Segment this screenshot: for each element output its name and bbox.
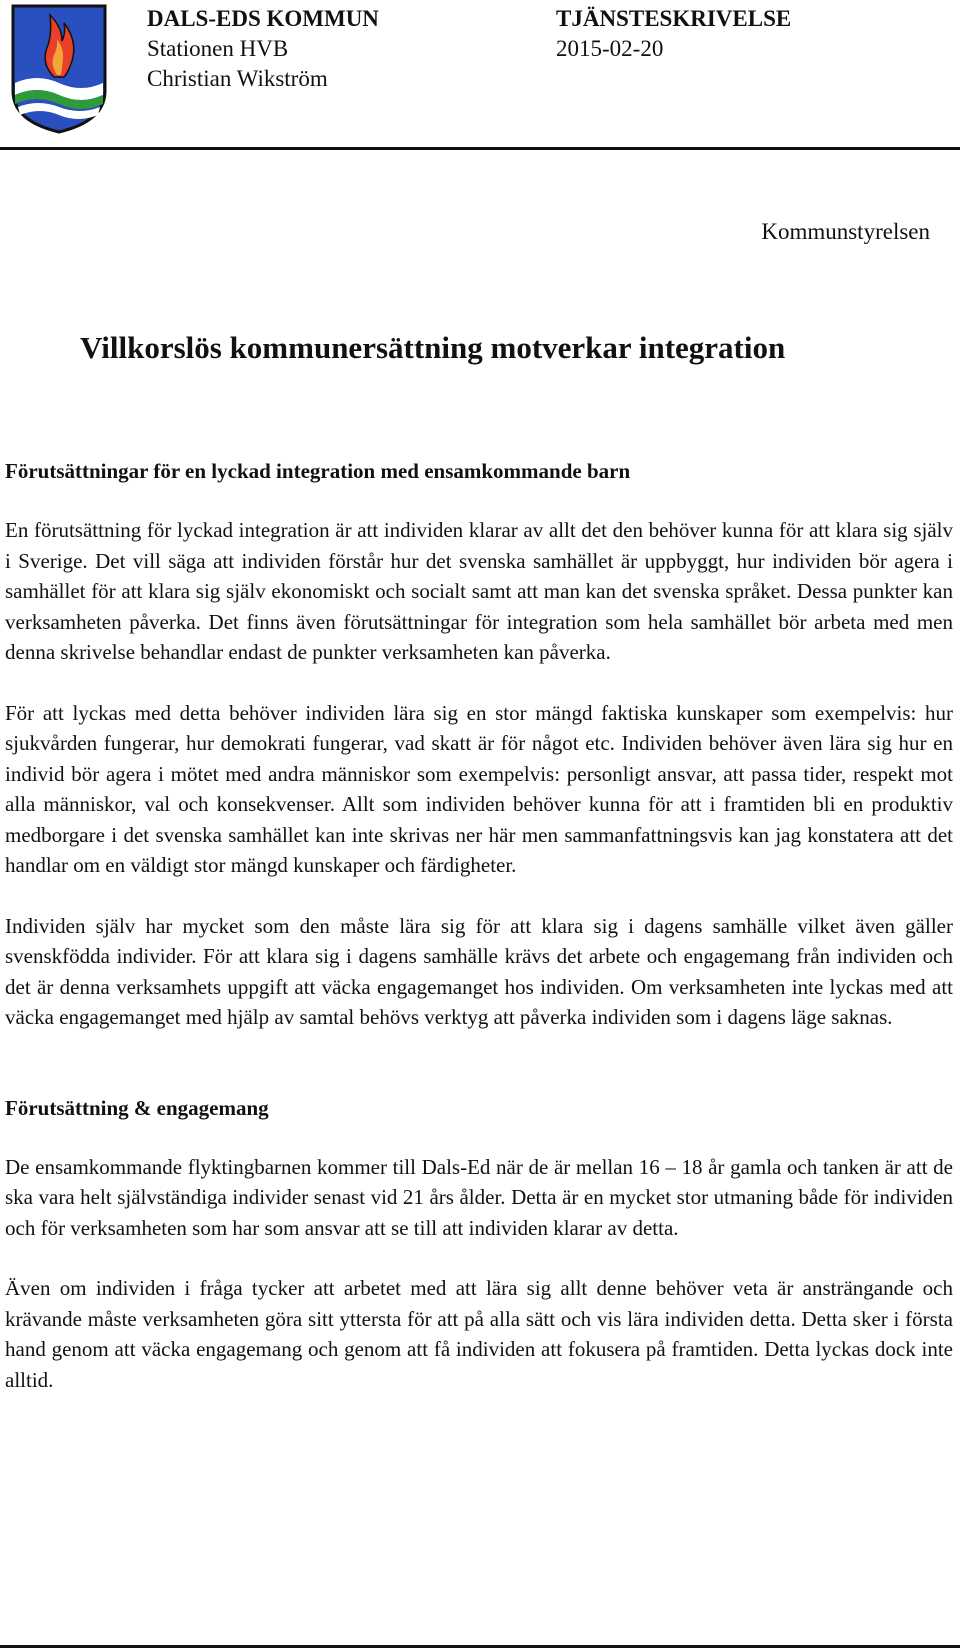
recipient: Kommunstyrelsen (761, 219, 930, 244)
document-body (5, 456, 953, 1425)
paragraph: Även om individen i fråga tycker att arbetet med att lära sig allt denne behöver veta är ansträngande och krävande måste verksamheten göra sitt yttersta för att på alla sätt och vis lära individen detta. Detta sker i första hand genom att väcka engagemang och genom att få individen att fokusera på framtiden. Detta lyckas dock inte alltid. (5, 1276, 953, 1392)
municipal-crest-flame-icon (10, 3, 108, 135)
header-divider (0, 147, 960, 150)
section-heading: Förutsättningar för en lyckad integration med ensamkommande barn (5, 459, 631, 483)
footer-divider (0, 1645, 960, 1648)
document-date: 2015-02-20 (556, 36, 664, 61)
paragraph: De ensamkommande flyktingbarnen kommer till Dals-Ed när de är mellan 16 – 18 år gamla och tanken är att de ska vara helt självständiga individer senast vid 21 års ålder. Detta är en mycket stor utmaning både för individen och för verksamheten som har som ansvar att se till att individen klarar av detta. (5, 1154, 953, 1240)
paragraph: Individen själv har mycket som den måste lära sig för att klara sig i dagens samhälle vilket även gäller svenskfödda individer. För att klara sig i dagens samhälle krävs det arbete och engagemang från individen och det är denna verksamhets uppgift att väcka engagemanget hos individen. Om verksamheten inte lyckas med att väcka engagemanget med hjälp av samtal behövs verktyg att påverka individen som i dagens läge saknas. (5, 913, 953, 1029)
section-heading: Förutsättning & engagemang (5, 1095, 269, 1120)
paragraph: För att lyckas med detta behöver individen lära sig en stor mängd faktiska kunskaper som exempelvis: hur sjukvården fungerar, hur demokrati fungerar, vad skatt är för något etc. Individen behöver även lära sig hur en individ bör agera i mötet med andra människor som exempelvis: personligt ansvar, att passa tider, respekt mot alla människor, val och konsekvenser. Allt som individen behöver kunna för att i framtiden bli en produktiv medborgare i det svenska samhället kan inte skrivas ner här men sammanfattningsvis kan jag konstatera att det handlar om en väldigt stor mängd kunskaper och färdigheter. (5, 700, 953, 877)
org-name: DALS-EDS KOMMUN (147, 6, 379, 31)
document-title: Villkorslös kommunersättning motverkar integration (80, 330, 786, 365)
header-doc-block (556, 4, 791, 64)
document-type: TJÄNSTESKRIVELSE (556, 6, 792, 31)
department-name: Stationen HVB (147, 36, 289, 61)
paragraph: En förutsättning för lyckad integration är att individen klarar av allt det den behöver kunna för att klara sig själv i Sverige. Det vill säga att individen förstår hur det svenska samhället är uppbyggt, hur individen bör agera i samhället för att klara sig själv ekonomiskt och socialt samt att man kan det svenska språket. Dessa punkter kan verksamheten påverka. Det finns även förutsättningar för integration som hela samhället bör arbeta med men denna skrivelse behandlar endast de punkter verksamheten kan påverka. (5, 518, 953, 664)
author-name: Christian Wikström (147, 66, 328, 91)
header-sender-block (147, 4, 379, 94)
